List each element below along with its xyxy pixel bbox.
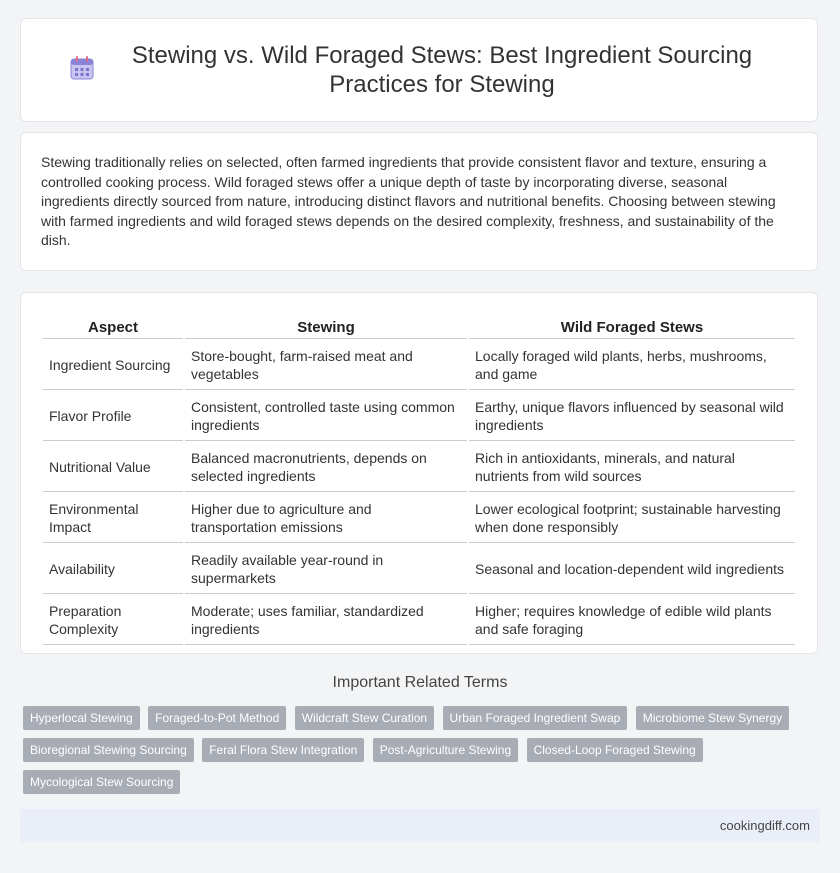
header-stewing: Stewing xyxy=(185,315,467,339)
table-cell-stewing: Balanced macronutrients, depends on selected ingredients xyxy=(185,443,467,492)
comparison-table xyxy=(41,313,797,647)
table-cell-wild: Seasonal and location-dependent wild ingredients xyxy=(469,545,795,594)
table-row xyxy=(43,545,795,594)
table-cell-stewing: Consistent, controlled taste using common ingredients xyxy=(185,392,467,441)
related-term-tag[interactable]: Closed-Loop Foraged Stewing xyxy=(527,738,703,762)
related-term-tag[interactable]: Wildcraft Stew Curation xyxy=(295,706,434,730)
table-cell-wild: Earthy, unique flavors influenced by seasonal wild ingredients xyxy=(469,392,795,441)
table-row xyxy=(43,596,795,645)
table-cell-stewing: Higher due to agriculture and transportation emissions xyxy=(185,494,467,543)
table-cell-stewing: Moderate; uses familiar, standardized ingredients xyxy=(185,596,467,645)
header-wild-foraged: Wild Foraged Stews xyxy=(469,315,795,339)
related-term-tag[interactable]: Post-Agriculture Stewing xyxy=(373,738,518,762)
table-header-row xyxy=(43,315,795,339)
related-term-tag[interactable]: Mycological Stew Sourcing xyxy=(23,770,180,794)
intro-card xyxy=(20,132,818,271)
table-cell-wild: Locally foraged wild plants, herbs, mushrooms, and game xyxy=(469,341,795,390)
calendar-icon xyxy=(69,55,95,81)
table-cell-aspect: Preparation Complexity xyxy=(43,596,183,645)
page-title: Stewing vs. Wild Foraged Stews: Best Ingredient Sourcing Practices for Stewing xyxy=(131,42,753,98)
table-row xyxy=(43,494,795,543)
header-aspect: Aspect xyxy=(43,315,183,339)
title-card xyxy=(20,18,818,122)
table-row xyxy=(43,392,795,441)
table-cell-wild: Lower ecological footprint; sustainable harvesting when done responsibly xyxy=(469,494,795,543)
related-term-tag[interactable]: Bioregional Stewing Sourcing xyxy=(23,738,194,762)
table-row xyxy=(43,341,795,390)
table-cell-aspect: Flavor Profile xyxy=(43,392,183,441)
table-cell-aspect: Nutritional Value xyxy=(43,443,183,492)
footer-site-link[interactable]: cookingdiff.com xyxy=(719,818,810,833)
comparison-table-card xyxy=(20,292,818,654)
footer xyxy=(20,809,820,842)
table-cell-stewing: Store-bought, farm-raised meat and vegetables xyxy=(185,341,467,390)
table-cell-aspect: Availability xyxy=(43,545,183,594)
table-row xyxy=(43,443,795,492)
title-wrap xyxy=(69,41,769,99)
table-cell-stewing: Readily available year-round in supermarkets xyxy=(185,545,467,594)
related-term-tag[interactable]: Feral Flora Stew Integration xyxy=(202,738,364,762)
related-term-tag[interactable]: Microbiome Stew Synergy xyxy=(636,706,789,730)
table-cell-aspect: Environmental Impact xyxy=(43,494,183,543)
table-cell-wild: Higher; requires knowledge of edible wild plants and safe foraging xyxy=(469,596,795,645)
related-terms-tags xyxy=(23,706,803,802)
related-term-tag[interactable]: Foraged-to-Pot Method xyxy=(148,706,286,730)
table-cell-aspect: Ingredient Sourcing xyxy=(43,341,183,390)
intro-text: Stewing traditionally relies on selected, often farmed ingredients that provide consistent flavor and texture, ensuring a controlled cooking process. Wild foraged stews offer a unique depth of taste by incorporating diverse, seasonal ingredients directly sourced from nature, introducing distinct flavors and nutritional benefits. Choosing between stewing with farmed ingredients and wild foraged stews depends on the desired complexity, freshness, and sustainability of the dish. xyxy=(41,154,776,248)
related-term-tag[interactable]: Hyperlocal Stewing xyxy=(23,706,140,730)
table-cell-wild: Rich in antioxidants, minerals, and natural nutrients from wild sources xyxy=(469,443,795,492)
related-terms-heading: Important Related Terms xyxy=(332,674,508,691)
related-term-tag[interactable]: Urban Foraged Ingredient Swap xyxy=(443,706,628,730)
